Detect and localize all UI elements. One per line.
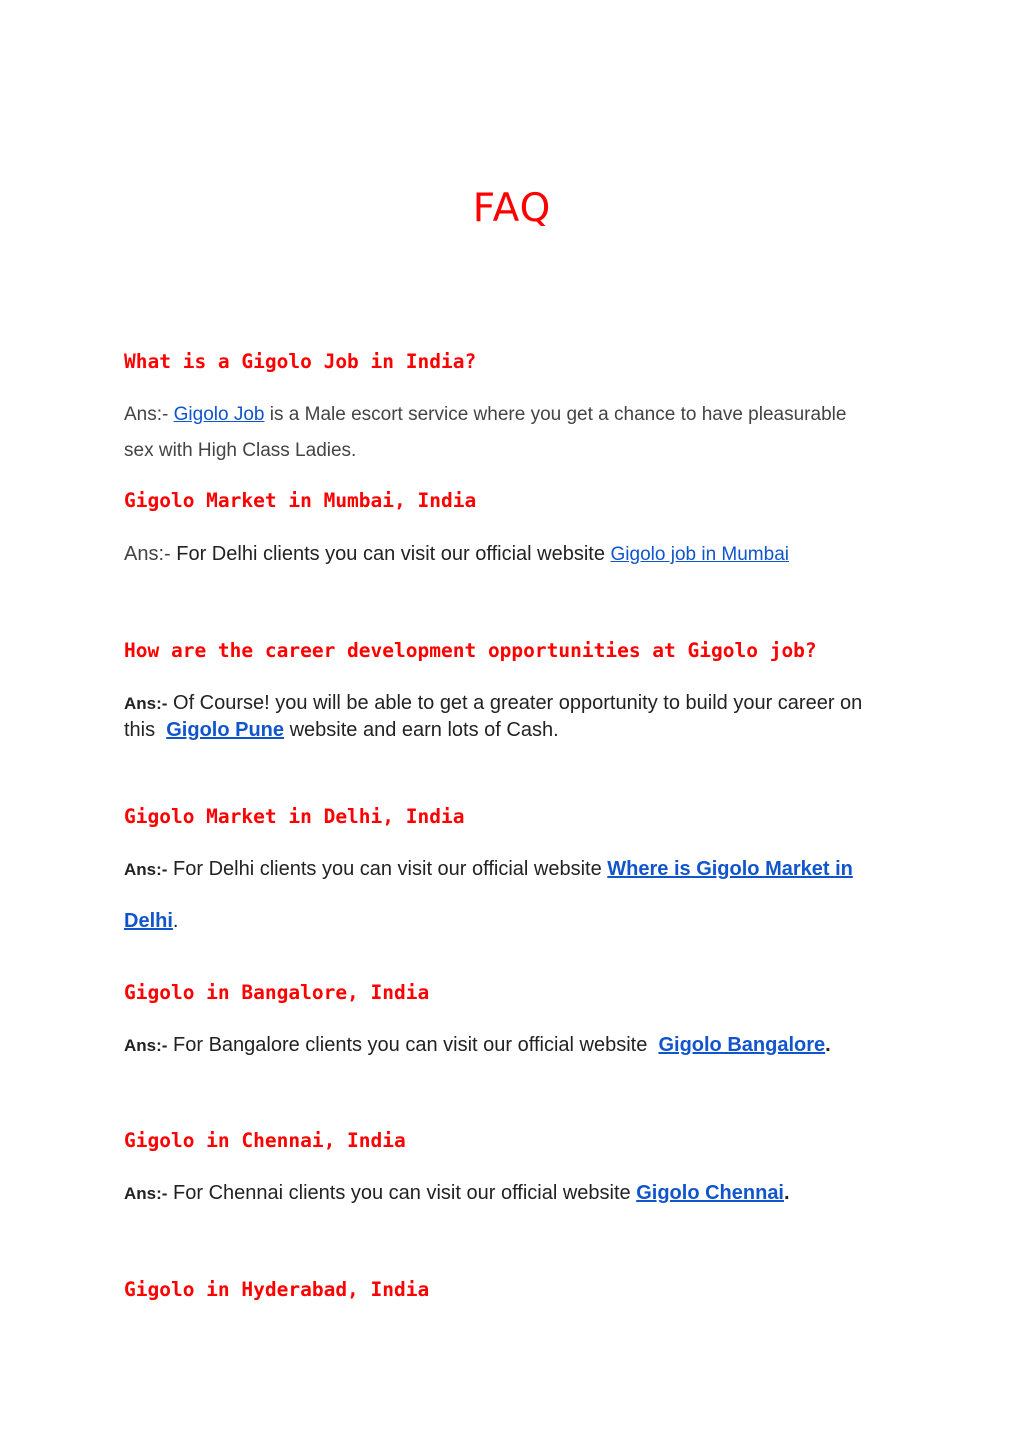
gigolo-job-mumbai-link[interactable]: Gigolo job in Mumbai (610, 544, 789, 565)
faq-answer-line (124, 543, 789, 566)
faq-question-bangalore: Gigolo in Bangalore, India (124, 981, 430, 1004)
gigolo-market-delhi-link-cont[interactable]: Delhi (124, 910, 173, 932)
faq-answer-line (124, 404, 846, 426)
answer-text: For Chennai clients you can visit our official website (173, 1182, 631, 1204)
period: . (172, 910, 179, 932)
ans-label: Ans:- (124, 543, 171, 565)
period: . (825, 1034, 831, 1056)
faq-answer-line (124, 692, 862, 715)
faq-question-hyderabad: Gigolo in Hyderabad, India (124, 1278, 430, 1301)
ans-label: Ans:- (124, 1184, 168, 1203)
gigolo-chennai-link[interactable]: Gigolo Chennai (636, 1182, 784, 1204)
ans-label: Ans:- (124, 694, 168, 713)
gigolo-market-delhi-link[interactable]: Where is Gigolo Market in (607, 858, 853, 880)
faq-question-career: How are the career development opportunities at Gigolo job? (124, 639, 817, 662)
faq-answer-line (124, 1034, 831, 1057)
answer-text: Of Course! you will be able to get a greater opportunity to build your career on (173, 692, 863, 714)
ans-label: Ans:- (124, 860, 168, 879)
answer-text: For Delhi clients you can visit our official website (173, 858, 602, 880)
faq-question-gigolo-job: What is a Gigolo Job in India? (124, 350, 477, 373)
faq-question-delhi: Gigolo Market in Delhi, India (124, 805, 465, 828)
answer-text: For Delhi clients you can visit our official website (176, 543, 605, 565)
ans-label: Ans:- (124, 1036, 168, 1055)
gigolo-job-link[interactable]: Gigolo Job (173, 404, 265, 425)
answer-text: website and earn lots of Cash. (289, 719, 559, 741)
faq-answer-line: sex with High Class Ladies. (124, 440, 357, 461)
faq-answer-line (124, 719, 559, 742)
gigolo-bangalore-link[interactable]: Gigolo Bangalore (658, 1034, 826, 1056)
faq-question-chennai: Gigolo in Chennai, India (124, 1129, 406, 1152)
gigolo-pune-link[interactable]: Gigolo Pune (166, 719, 285, 741)
faq-answer-line (124, 858, 853, 881)
faq-answer-line (124, 910, 178, 933)
faq-question-mumbai: Gigolo Market in Mumbai, India (124, 489, 477, 512)
faq-answer-line (124, 1182, 790, 1205)
ans-label: Ans:- (124, 404, 169, 425)
answer-text: this (124, 719, 156, 741)
answer-text: is a Male escort service where you get a chance to have pleasurable (269, 404, 847, 425)
period: . (784, 1182, 790, 1204)
page-title: FAQ (472, 186, 552, 231)
answer-text: For Bangalore clients you can visit our official website (173, 1034, 648, 1056)
